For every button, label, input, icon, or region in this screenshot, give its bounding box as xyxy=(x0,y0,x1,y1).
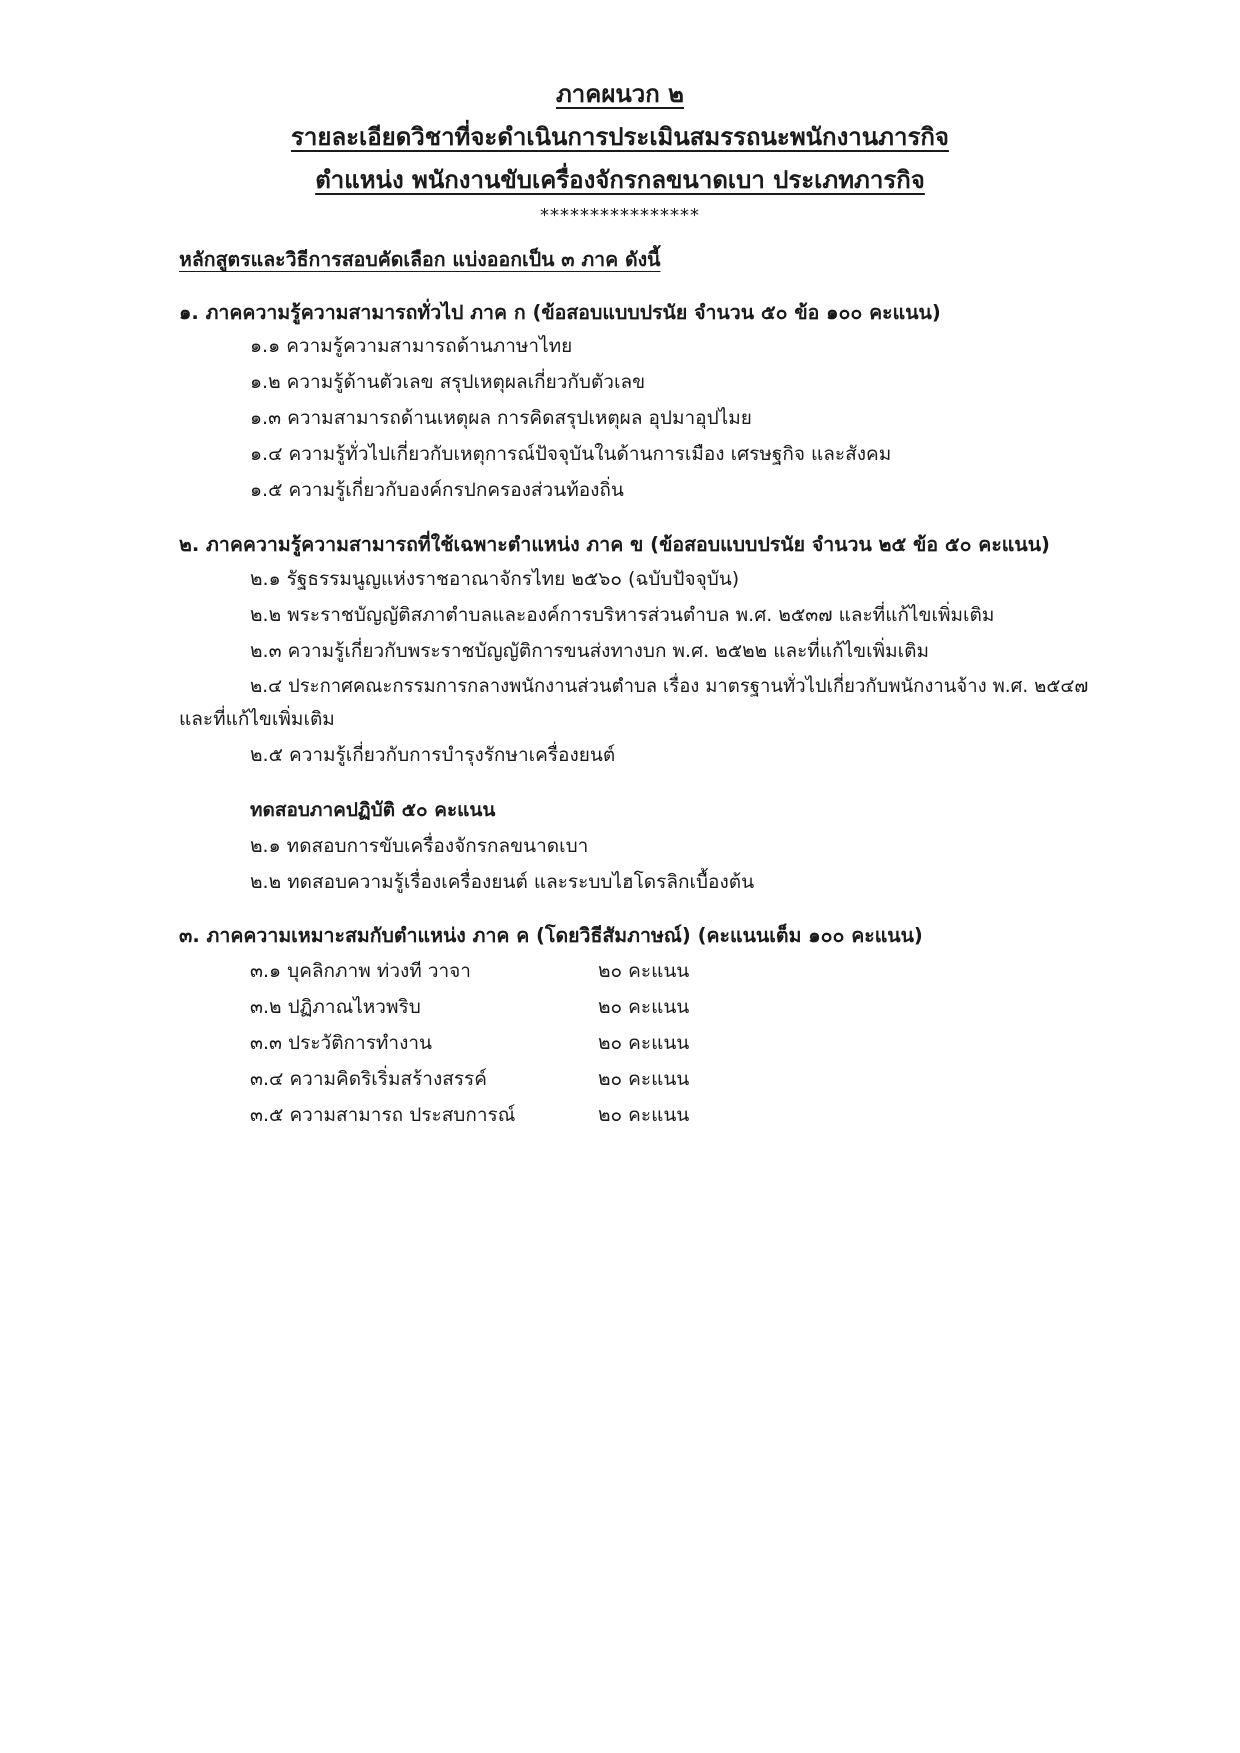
stars-divider: **************** xyxy=(540,205,700,226)
part-a-item: ๑.๓ ความสามารถด้านเหตุผล การคิดสรุปเหตุผล อุปมาอุปไมย xyxy=(250,407,752,429)
part-c-item-label: ๓.๓ ประวัติการทำงาน xyxy=(250,1032,433,1054)
practical-item: ๒.๑ ทดสอบการขับเครื่องจักรกลขนาดเบา xyxy=(250,835,589,857)
part-c-heading: ๓. ภาคความเหมาะสมกับตำแหน่ง ภาค ค (โดยวิธีสัมภาษณ์) (คะแนนเต็ม ๑๐๐ คะแนน) xyxy=(179,924,923,947)
part-c-item-label: ๓.๒ ปฏิภาณไหวพริบ xyxy=(250,996,421,1018)
document-title: รายละเอียดวิชาที่จะดำเนินการประเมินสมรรถนะพนักงานภารกิจ xyxy=(291,123,949,151)
part-b-item: ๒.๓ ความรู้เกี่ยวกับพระราชบัญญัติการขนส่งทางบก พ.ศ. ๒๕๒๒ และที่แก้ไขเพิ่มเติม xyxy=(250,640,930,662)
intro-heading: หลักสูตรและวิธีการสอบคัดเลือก แบ่งออกเป็น ๓ ภาค ดังนี้ xyxy=(179,248,661,271)
practical-heading: ทดสอบภาคปฏิบัติ ๕๐ คะแนน xyxy=(250,799,496,821)
part-a-item: ๑.๔ ความรู้ทั่วไปเกี่ยวกับเหตุการณ์ปัจจุบันในด้านการเมือง เศรษฐกิจ และสังคม xyxy=(250,443,892,465)
part-b-item-continuation: และที่แก้ไขเพิ่มเติม xyxy=(179,708,335,730)
part-b-item: ๒.๕ ความรู้เกี่ยวกับการบำรุงรักษาเครื่องยนต์ xyxy=(250,744,616,766)
position-title: ตำแหน่ง พนักงานขับเครื่องจักรกลขนาดเบา ประเภทภารกิจ xyxy=(315,166,925,194)
part-a-item: ๑.๑ ความรู้ความสามารถด้านภาษาไทย xyxy=(250,335,573,357)
appendix-title: ภาคผนวก ๒ xyxy=(555,80,684,108)
part-b-heading: ๒. ภาคความรู้ความสามารถที่ใช้เฉพาะตำแหน่ง ภาค ข (ข้อสอบแบบปรนัย จำนวน ๒๕ ข้อ ๕๐ คะแนน) xyxy=(179,533,1050,556)
part-c-item-label: ๓.๑ บุคลิกภาพ ท่วงที วาจา xyxy=(250,960,471,982)
part-c-item-score: ๒๐ คะแนน xyxy=(598,1032,690,1054)
part-b-item: ๒.๑ รัฐธรรมนูญแห่งราชอาณาจักรไทย ๒๕๖๐ (ฉบับปัจจุบัน) xyxy=(250,568,740,590)
practical-item: ๒.๒ ทดสอบความรู้เรื่องเครื่องยนต์ และระบบไฮโดรลิกเบื้องต้น xyxy=(250,871,755,893)
part-a-item: ๑.๕ ความรู้เกี่ยวกับองค์กรปกครองส่วนท้องถิ่น xyxy=(250,479,624,501)
part-c-item-label: ๓.๕ ความสามารถ ประสบการณ์ xyxy=(250,1104,516,1126)
part-c-item-score: ๒๐ คะแนน xyxy=(598,960,690,982)
part-a-item: ๑.๒ ความรู้ด้านตัวเลข สรุปเหตุผลเกี่ยวกับตัวเลข xyxy=(250,371,646,393)
part-c-item-score: ๒๐ คะแนน xyxy=(598,996,690,1018)
part-c-item-score: ๒๐ คะแนน xyxy=(598,1068,690,1090)
part-a-heading: ๑. ภาคความรู้ความสามารถทั่วไป ภาค ก (ข้อสอบแบบปรนัย จำนวน ๕๐ ข้อ ๑๐๐ คะแนน) xyxy=(179,301,941,324)
part-c-item-label: ๓.๔ ความคิดริเริ่มสร้างสรรค์ xyxy=(250,1068,487,1090)
part-b-item: ๒.๒ พระราชบัญญัติสภาตำบลและองค์การบริหารส่วนตำบล พ.ศ. ๒๕๓๗ และที่แก้ไขเพิ่มเติม xyxy=(250,604,995,626)
part-b-item: ๒.๔ ประกาศคณะกรรมการกลางพนักงานส่วนตำบล เรื่อง มาตรฐานทั่วไปเกี่ยวกับพนักงานจ้าง พ.ศ. ๒๕๔๗ xyxy=(250,676,1089,697)
part-c-item-score: ๒๐ คะแนน xyxy=(598,1104,690,1126)
